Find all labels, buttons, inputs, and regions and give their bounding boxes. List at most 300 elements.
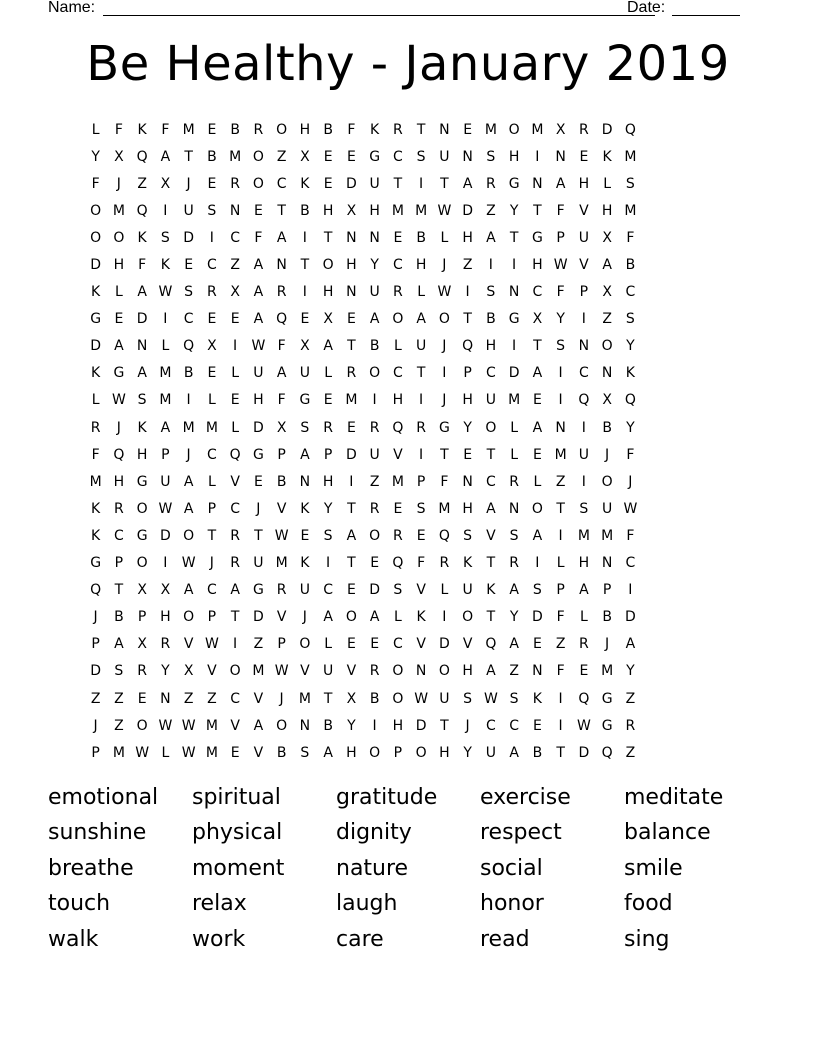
grid-letter: S (114, 663, 124, 680)
grid-letter: J (256, 500, 261, 517)
grid-letter: U (369, 175, 380, 192)
grid-letter: I (512, 338, 517, 355)
grid-letter: A (114, 338, 124, 355)
grid-letter: S (393, 582, 403, 599)
grid-letter: Q (438, 527, 450, 544)
grid-letter: A (509, 582, 519, 599)
grid-letter: R (579, 121, 589, 138)
grid-letter: N (136, 338, 148, 355)
grid-letter: D (438, 636, 450, 653)
grid-letter: L (207, 392, 216, 409)
grid-letter: M (159, 365, 172, 382)
grid-letter: Q (624, 121, 636, 138)
grid-letter: V (183, 636, 194, 653)
grid-letter: B (625, 257, 636, 274)
grid-letter: E (346, 311, 356, 328)
grid-letter: R (439, 555, 450, 572)
grid-letter: T (533, 338, 542, 355)
grid-letter: L (231, 365, 240, 382)
grid-letter: H (485, 338, 497, 355)
grid-letter: N (299, 717, 311, 734)
grid-letter: S (625, 175, 635, 192)
grid-letter: A (183, 473, 194, 490)
grid-letter: A (555, 175, 566, 192)
grid-letter: F (91, 446, 100, 463)
grid-letter: W (204, 636, 219, 653)
grid-letter: S (579, 500, 589, 517)
grid-letter: Z (462, 257, 473, 274)
grid-letter: R (160, 636, 171, 653)
word-bank-item: gratitude (336, 784, 438, 810)
grid-letter: D (252, 419, 264, 436)
grid-letter: B (276, 473, 287, 490)
grid-letter: G (438, 419, 450, 436)
grid-letter: D (531, 609, 543, 626)
grid-letter: X (300, 338, 310, 355)
grid-letter: A (509, 636, 519, 653)
grid-letter: N (299, 473, 311, 490)
grid-letter: U (323, 663, 334, 680)
grid-letter: W (158, 500, 173, 517)
grid-letter: C (485, 717, 496, 734)
grid-letter: P (91, 744, 100, 761)
grid-letter: Z (369, 473, 380, 490)
grid-letter: T (440, 175, 449, 192)
grid-letter: F (626, 229, 635, 246)
grid-letter: A (532, 527, 543, 544)
grid-letter: J (442, 392, 447, 409)
grid-letter: L (440, 229, 449, 246)
grid-row (84, 658, 732, 685)
grid-letter: P (602, 582, 612, 599)
word-bank-item: laugh (336, 891, 398, 917)
date-blank-line (672, 15, 740, 16)
grid-letter: I (558, 690, 563, 707)
grid-letter: Y (556, 311, 565, 328)
grid-letter: M (391, 473, 404, 490)
grid-letter: C (392, 365, 403, 382)
grid-letter: G (136, 527, 148, 544)
grid-letter: O (345, 609, 357, 626)
word-bank-item: food (624, 891, 673, 917)
grid-letter: N (462, 473, 473, 490)
grid-letter: O (183, 609, 195, 626)
grid-letter: I (535, 555, 540, 572)
grid-row (84, 306, 732, 333)
grid-letter: X (183, 663, 194, 680)
grid-letter: J (302, 609, 307, 626)
grid-letter: D (90, 338, 102, 355)
grid-letter: E (230, 392, 240, 409)
grid-letter: H (578, 555, 590, 572)
grid-letter: Q (485, 636, 497, 653)
grid-letter: W (437, 284, 452, 301)
grid-letter: I (186, 392, 191, 409)
grid-letter: M (182, 121, 195, 138)
word-bank-item: relax (192, 891, 247, 917)
grid-row (84, 495, 732, 522)
word-bank-item: dignity (336, 820, 412, 846)
grid-letter: O (229, 663, 241, 680)
grid-row (84, 197, 732, 224)
grid-letter: H (578, 175, 590, 192)
grid-letter: I (558, 527, 563, 544)
grid-letter: P (556, 582, 565, 599)
grid-letter: A (369, 311, 380, 328)
grid-letter: R (369, 419, 380, 436)
grid-letter: Q (276, 311, 288, 328)
word-bank-item: social (480, 855, 543, 881)
word-bank-item: work (192, 926, 246, 952)
grid-letter: B (532, 744, 543, 761)
grid-letter: D (508, 365, 520, 382)
grid-letter: E (207, 365, 217, 382)
grid-letter: K (463, 555, 473, 572)
grid-letter: O (392, 690, 404, 707)
grid-letter: A (346, 527, 357, 544)
grid-letter: F (556, 663, 565, 680)
grid-letter: N (555, 419, 566, 436)
grid-letter: T (323, 690, 333, 707)
grid-row (84, 522, 732, 549)
grid-letter: S (509, 690, 519, 707)
grid-letter: U (253, 365, 264, 382)
grid-letter: Z (602, 311, 612, 328)
grid-letter: M (601, 663, 614, 680)
grid-letter: W (181, 555, 196, 572)
grid-letter: S (137, 392, 147, 409)
grid-letter: M (205, 419, 218, 436)
grid-letter: I (372, 717, 377, 734)
grid-letter: D (345, 175, 357, 192)
grid-letter: L (114, 284, 123, 301)
grid-letter: A (625, 636, 636, 653)
grid-letter: Q (578, 392, 590, 409)
grid-letter: I (628, 582, 633, 599)
grid-letter: F (91, 175, 100, 192)
grid-letter: E (230, 744, 240, 761)
grid-letter: I (558, 365, 563, 382)
grid-letter: X (346, 202, 357, 219)
grid-letter: O (485, 419, 497, 436)
grid-letter: I (163, 202, 168, 219)
grid-letter: O (90, 229, 102, 246)
grid-letter: I (326, 555, 331, 572)
grid-letter: W (251, 338, 266, 355)
word-bank-item: sunshine (48, 820, 147, 846)
grid-letter: R (486, 175, 496, 192)
grid-letter: O (508, 121, 520, 138)
grid-letter: S (300, 744, 310, 761)
grid-letter: X (230, 284, 240, 301)
grid-letter: U (485, 744, 496, 761)
grid-letter: D (159, 527, 171, 544)
grid-letter: O (415, 744, 427, 761)
grid-letter: W (111, 392, 126, 409)
grid-letter: Z (555, 636, 566, 653)
grid-letter: C (509, 717, 520, 734)
grid-letter: Y (161, 663, 170, 680)
grid-letter: Q (229, 446, 241, 463)
word-search-grid (84, 116, 732, 766)
grid-letter: U (299, 365, 310, 382)
grid-letter: X (300, 148, 310, 165)
grid-letter: N (508, 500, 520, 517)
grid-letter: J (186, 175, 191, 192)
grid-letter: A (160, 419, 171, 436)
grid-letter: M (345, 392, 358, 409)
grid-letter: S (532, 582, 542, 599)
grid-letter: P (207, 500, 217, 517)
grid-letter: S (207, 202, 217, 219)
grid-letter: K (137, 419, 147, 436)
grid-letter: Z (486, 202, 496, 219)
grid-letter: D (601, 121, 613, 138)
grid-letter: P (277, 636, 286, 653)
grid-letter: B (114, 609, 124, 626)
grid-letter: O (531, 500, 543, 517)
grid-letter: R (276, 582, 287, 599)
grid-letter: A (602, 257, 612, 274)
grid-letter: L (556, 555, 565, 572)
grid-letter: H (136, 446, 148, 463)
grid-letter: Y (626, 419, 635, 436)
grid-letter: W (414, 690, 429, 707)
grid-letter: G (601, 717, 613, 734)
grid-letter: T (254, 527, 263, 544)
grid-letter: H (322, 473, 334, 490)
grid-letter: T (277, 202, 286, 219)
word-bank-item: respect (480, 820, 562, 846)
grid-letter: B (183, 365, 194, 382)
grid-letter: O (601, 338, 613, 355)
grid-letter: L (207, 473, 216, 490)
grid-letter: H (253, 392, 264, 409)
grid-letter: R (230, 175, 240, 192)
grid-letter: C (485, 473, 496, 490)
name-blank-line (103, 15, 655, 16)
grid-letter: N (276, 257, 287, 274)
grid-row (84, 251, 732, 278)
grid-letter: V (393, 446, 403, 463)
grid-letter: U (462, 582, 473, 599)
grid-letter: E (323, 175, 333, 192)
word-bank-item: sing (624, 926, 670, 952)
grid-letter: T (207, 527, 217, 544)
grid-letter: I (512, 257, 517, 274)
grid-letter: B (369, 338, 380, 355)
grid-letter: M (624, 148, 637, 165)
grid-letter: Q (601, 744, 613, 761)
grid-letter: O (392, 311, 404, 328)
grid-letter: K (486, 582, 496, 599)
grid-letter: G (252, 582, 264, 599)
grid-letter: T (323, 229, 333, 246)
grid-letter: S (486, 284, 496, 301)
grid-letter: C (230, 690, 241, 707)
grid-letter: Z (207, 690, 217, 707)
grid-letter: Y (347, 717, 356, 734)
grid-letter: A (253, 311, 264, 328)
grid-letter: E (370, 636, 380, 653)
grid-letter: R (253, 121, 264, 138)
grid-letter: U (369, 446, 380, 463)
page-title: Be Healthy - January 2019 (86, 36, 730, 92)
grid-letter: V (207, 663, 217, 680)
grid-letter: L (324, 365, 333, 382)
grid-letter: E (346, 148, 356, 165)
grid-letter: P (207, 609, 217, 626)
grid-letter: I (442, 609, 447, 626)
grid-letter: W (158, 284, 173, 301)
grid-letter: T (300, 257, 310, 274)
grid-letter: R (509, 473, 519, 490)
grid-letter: T (509, 229, 519, 246)
grid-letter: U (578, 229, 589, 246)
grid-letter: K (300, 555, 310, 572)
grid-letter: U (578, 446, 589, 463)
grid-letter: J (442, 257, 447, 274)
grid-letter: W (158, 717, 173, 734)
grid-letter: V (579, 202, 589, 219)
grid-letter: M (415, 202, 428, 219)
grid-letter: F (114, 121, 123, 138)
grid-letter: U (439, 148, 450, 165)
grid-letter: Z (90, 690, 101, 707)
grid-letter: F (556, 284, 565, 301)
grid-letter: D (252, 609, 264, 626)
grid-letter: O (322, 257, 334, 274)
word-bank-row (48, 851, 768, 887)
grid-letter: G (90, 555, 102, 572)
grid-letter: D (90, 257, 102, 274)
grid-letter: P (579, 284, 589, 301)
grid-letter: I (558, 717, 563, 734)
grid-letter: L (417, 284, 426, 301)
grid-letter: P (137, 609, 147, 626)
grid-letter: V (346, 663, 357, 680)
grid-letter: T (440, 717, 449, 734)
grid-letter: E (393, 500, 403, 517)
grid-letter: E (532, 717, 542, 734)
grid-letter: R (509, 555, 519, 572)
grid-letter: R (346, 365, 357, 382)
grid-letter: R (114, 500, 124, 517)
grid-letter: L (393, 609, 402, 626)
grid-letter: V (253, 690, 264, 707)
grid-letter: W (553, 257, 568, 274)
grid-letter: J (279, 690, 284, 707)
grid-letter: N (601, 365, 613, 382)
grid-letter: V (276, 609, 287, 626)
grid-letter: S (160, 229, 170, 246)
grid-letter: O (392, 663, 404, 680)
grid-letter: S (416, 500, 426, 517)
grid-letter: Y (463, 419, 472, 436)
grid-letter: H (462, 500, 473, 517)
grid-letter: E (323, 392, 333, 409)
grid-letter: V (300, 663, 310, 680)
grid-letter: Y (91, 148, 100, 165)
grid-letter: R (207, 284, 217, 301)
grid-letter: T (440, 446, 449, 463)
grid-letter: D (462, 202, 474, 219)
grid-letter: R (369, 500, 380, 517)
grid-letter: G (113, 365, 125, 382)
grid-letter: Z (114, 690, 124, 707)
grid-letter: C (206, 257, 217, 274)
name-label: Name: (48, 0, 96, 16)
grid-letter: C (392, 636, 403, 653)
grid-letter: I (163, 311, 168, 328)
grid-row (84, 631, 732, 658)
grid-letter: L (579, 609, 588, 626)
grid-letter: C (230, 500, 241, 517)
grid-letter: L (324, 636, 333, 653)
word-bank-item: smile (624, 855, 683, 881)
grid-letter: X (160, 582, 171, 599)
grid-letter: L (91, 392, 100, 409)
word-bank-row (48, 922, 768, 958)
grid-letter: R (393, 121, 403, 138)
grid-letter: Q (136, 148, 148, 165)
grid-letter: L (161, 744, 170, 761)
grid-letter: I (535, 148, 540, 165)
grid-letter: W (623, 500, 638, 517)
grid-letter: R (393, 284, 403, 301)
grid-letter: X (602, 392, 612, 409)
grid-letter: Q (113, 446, 125, 463)
grid-letter: M (182, 419, 195, 436)
grid-letter: H (346, 257, 357, 274)
grid-row (84, 604, 732, 631)
grid-letter: M (205, 744, 218, 761)
grid-letter: S (463, 690, 473, 707)
grid-letter: U (439, 690, 450, 707)
grid-letter: X (207, 338, 217, 355)
word-bank-item: exercise (480, 784, 571, 810)
grid-letter: H (462, 229, 473, 246)
grid-letter: X (114, 148, 124, 165)
grid-letter: A (486, 229, 496, 246)
grid-letter: J (209, 555, 214, 572)
grid-letter: Z (230, 257, 240, 274)
grid-letter: O (369, 365, 381, 382)
grid-letter: F (440, 473, 449, 490)
grid-letter: B (602, 609, 612, 626)
grid-letter: U (485, 392, 496, 409)
grid-letter: N (532, 663, 543, 680)
grid-letter: O (369, 527, 381, 544)
grid-letter: H (392, 717, 404, 734)
grid-row (84, 143, 732, 170)
grid-letter: E (579, 148, 589, 165)
grid-letter: K (160, 257, 170, 274)
grid-letter: R (137, 663, 147, 680)
grid-letter: E (532, 636, 542, 653)
grid-letter: H (346, 744, 357, 761)
grid-letter: A (160, 148, 171, 165)
grid-letter: F (417, 555, 426, 572)
grid-letter: X (160, 175, 171, 192)
grid-letter: M (159, 392, 172, 409)
grid-letter: Q (462, 338, 474, 355)
grid-letter: O (438, 663, 450, 680)
grid-letter: E (323, 148, 333, 165)
grid-letter: Q (136, 202, 148, 219)
grid-letter: O (252, 175, 264, 192)
grid-letter: X (602, 229, 612, 246)
